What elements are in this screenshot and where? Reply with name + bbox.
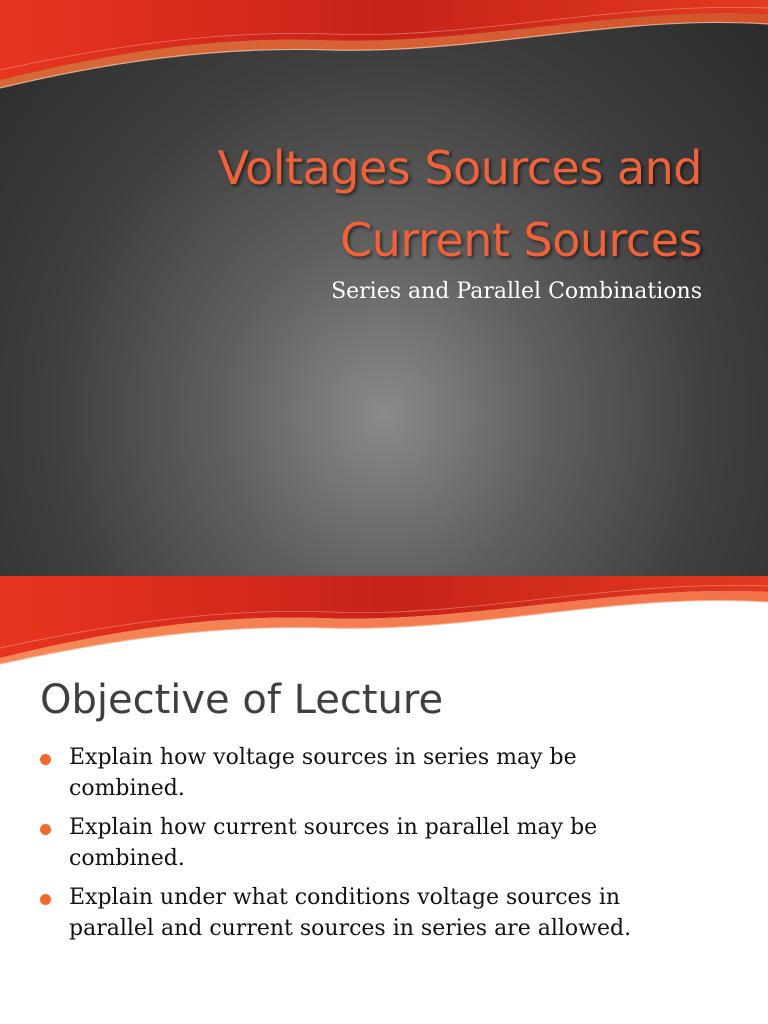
bullet-icon: [40, 894, 51, 905]
slide-subtitle: Series and Parallel Combinations: [331, 279, 702, 304]
bullet-icon: [40, 754, 51, 765]
bullet-text: Explain how voltage sources in series may be combined.: [69, 745, 577, 801]
decorative-swoosh-top: [0, 576, 768, 666]
decorative-swoosh-top: [0, 0, 768, 90]
bullet-text: Explain under what conditions voltage sources in parallel and current sources in series are allowed.: [69, 885, 632, 941]
objectives-slide: [0, 576, 768, 1024]
list-item: [40, 812, 680, 874]
slide-title: Voltages Sources and Current Sources: [217, 141, 702, 267]
slide-heading: Objective of Lecture: [40, 677, 444, 723]
list-item: [40, 882, 680, 944]
bullet-icon: [40, 824, 51, 835]
bullet-text: Explain how current sources in parallel may be combined.: [69, 815, 598, 871]
objectives-list: [40, 742, 680, 952]
list-item: [40, 742, 680, 804]
